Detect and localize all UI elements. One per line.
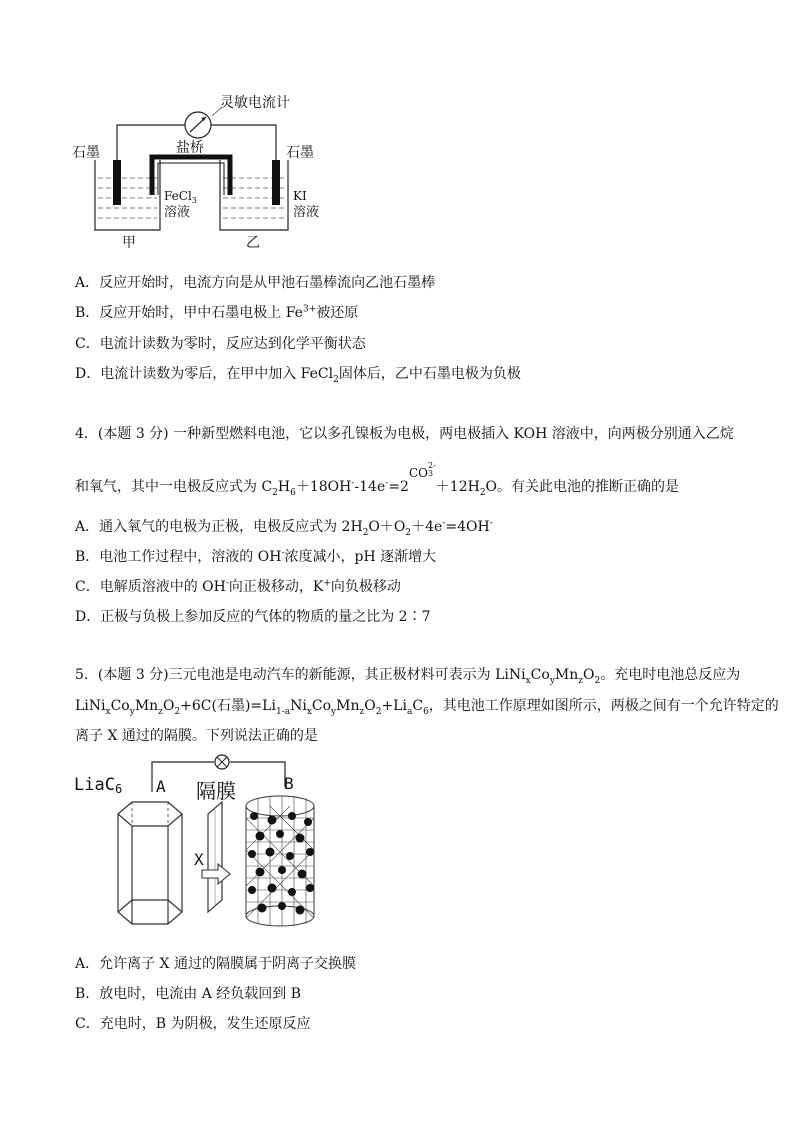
q4-option-a: A．通入氧气的电极为正极，电极反应式为 $2H_2O+O_2+4e^-=4OH^-$: [75, 518, 493, 538]
q5-stem-line1: 5．(本题 3 分)三元电池是电动汽车的新能源，其正极材料可表示为 $LiNi_xCo_yMn_zO_2$。充电时电池总反应为: [75, 667, 741, 686]
battery-diagram-figure: [70, 752, 370, 937]
galvanometer-label: 灵敏电流计: [220, 95, 290, 111]
left-electrode-label: 石墨: [72, 145, 100, 161]
left-solution-word: 溶液: [164, 205, 191, 220]
left-electrode-material-label: LiaC6: [74, 775, 123, 796]
graphite-hexagonal-prism: [118, 802, 182, 924]
left-cell-label: 甲: [122, 235, 136, 251]
q3-option-b: B．反应开始时，甲中石墨电极上 $Fe^{3+}$被还原: [75, 304, 359, 321]
membrane-label: 隔膜: [196, 779, 236, 803]
q5-stem-line3: 离子 X 通过的隔膜。下列说法正确的是: [75, 728, 318, 744]
right-solution-formula: KI: [293, 189, 307, 203]
q5-option-b: B．放电时，电流由 A 经负载回到 B: [75, 986, 302, 1002]
q4-option-c: C．电解质溶液中的 OH-向正极移动，K+向负极移动: [75, 578, 401, 595]
q4-option-d: D．正极与负极上参加反应的气体的物质的量之比为 2∶7: [75, 609, 431, 625]
q3-option-a: A．反应开始时，电流方向是从甲池石墨棒流向乙池石墨棒: [75, 275, 436, 291]
lattice-cathode-cylinder: [246, 796, 314, 926]
electrode-a-label: A: [156, 777, 166, 796]
q3-option-d: D．电流计读数为零后，在甲中加入 FeCl$_2$固体后，乙中石墨电极为负极: [75, 366, 521, 385]
electrode-b-label: B: [284, 774, 294, 793]
left-graphite-electrode: [113, 160, 121, 205]
q4-stem-line2: 和氧气，其中一电极反应式为 $C_2H_6+18OH^--14e^-=2CO2-$ $3+12H_2O$。有关此电池的推断正确的是: [75, 461, 680, 498]
right-electrode-label: 石墨: [286, 145, 314, 161]
q4-stem-line1: 4．(本题 3 分) 一种新型燃料电池，它以多孔镍板为电极，两电极插入 KOH 溶液中，向两极分别通入乙烷: [75, 426, 734, 442]
right-solution-word: 溶液: [293, 205, 320, 220]
right-cell-label: 乙: [246, 235, 260, 251]
q3-option-c: C．电流计读数为零时，反应达到化学平衡状态: [75, 336, 366, 352]
q5-option-c: C．充电时，B 为阴极，发生还原反应: [75, 1016, 311, 1032]
q4-option-b: B．电池工作过程中，溶液的 OH-浓度减小，pH 逐渐增大: [75, 548, 437, 565]
right-graphite-electrode: [272, 160, 280, 205]
ion-x-label: X: [194, 850, 204, 869]
galvanic-cell-figure: [60, 85, 360, 260]
q5-stem-line2: $LiNi_xCo_yMn_zO_2+6C$(石墨)$=Li_{1-a}Ni_xCo_yMn_zO_2+Li_aC_6$，其电池工作原理如图所示，两极之间有一个允许特定的: [75, 698, 779, 717]
salt-bridge-label: 盐桥: [176, 140, 204, 156]
q5-option-a: A．允许离子 X 通过的隔膜属于阴离子交换膜: [75, 956, 356, 972]
left-solution-formula: FeCl$_3$: [164, 189, 197, 205]
